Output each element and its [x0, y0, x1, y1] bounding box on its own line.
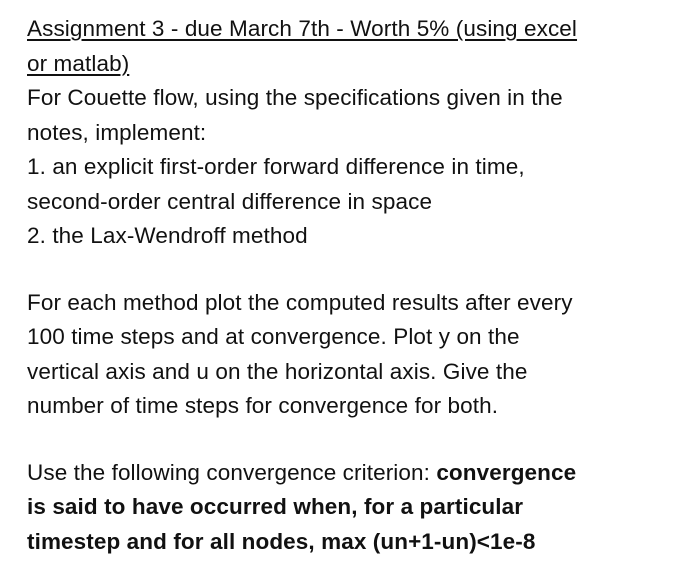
assignment-title	[27, 12, 687, 81]
task-line-3: 1. an explicit first-order forward difference in time,	[27, 154, 525, 179]
criterion-line-3: timestep and for all nodes, max (un+1-un)<1e-8	[27, 528, 536, 554]
task-line-4: second-order central difference in space	[27, 188, 433, 214]
plot-line-4: number of time steps for convergence for both.	[27, 393, 499, 418]
criterion-intro: Use the following convergence criterion:	[27, 459, 437, 485]
paragraph-spacer	[27, 254, 687, 286]
task-line-5: 2. the Lax-Wendroff method	[27, 223, 308, 248]
plot-instructions	[27, 286, 687, 424]
assignment-document	[27, 12, 687, 559]
task-description	[27, 81, 687, 254]
paragraph-spacer	[27, 424, 687, 456]
criterion-line-1	[27, 456, 687, 491]
convergence-criterion	[27, 456, 687, 560]
plot-line-1: For each method plot the computed results after every	[27, 289, 573, 315]
criterion-line-2: is said to have occurred when, for a particular	[27, 494, 524, 519]
plot-line-2: 100 time steps and at convergence. Plot y on the	[27, 324, 520, 349]
plot-line-3: vertical axis and u on the horizontal axis. Give the	[27, 358, 528, 384]
title-line-2: or matlab)	[27, 50, 130, 76]
task-line-2: notes, implement:	[27, 119, 207, 145]
criterion-bold-start: convergence	[436, 459, 577, 485]
title-line-1: Assignment 3 - due March 7th - Worth 5% (using excel	[27, 16, 578, 41]
task-line-1: For Couette flow, using the specifications given in the	[27, 85, 563, 110]
